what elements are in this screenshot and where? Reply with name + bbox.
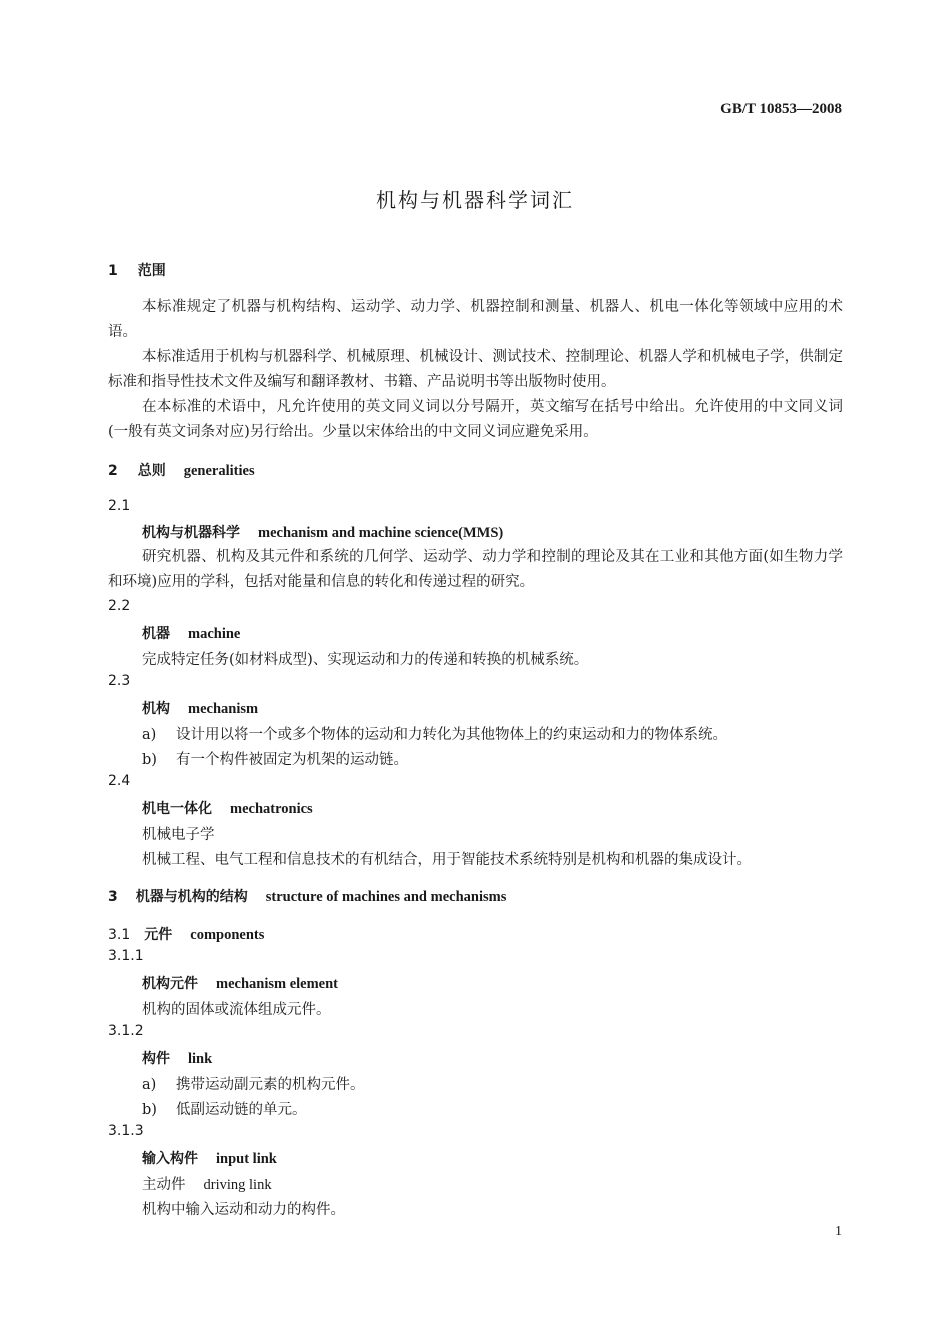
list-text: 设计用以将一个或多个物体的运动和力转化为其他物体上的约束运动和力的物体系统。 [176,727,727,743]
document-title: 机构与机器科学词汇 [376,188,574,212]
list-marker: a) [142,1077,157,1093]
term-definition: 机构中输入运动和动力的构件。 [142,1202,345,1218]
list-item [142,723,727,744]
term-heading [142,698,258,718]
list-text: 携带运动副元素的机构元件。 [176,1077,365,1093]
term-definition: 完成特定任务(如材料成型)、实现运动和力的传递和转换的机械系统。 [142,652,589,668]
list-marker: a) [142,727,157,743]
list-item [142,748,408,769]
section-number: 3.1 [108,927,131,943]
page-number: 1 [835,1224,842,1239]
term-number: 3.1.2 [108,1023,144,1039]
scope-paragraph-1: 本标准规定了机器与机构结构、运动学、动力学、机器控制和测量、机器人、机电一体化等领域中应用的术语。 [108,299,843,340]
section-title-en: generalities [183,463,255,479]
synonym-en: driving link [203,1177,272,1193]
synonym-zh: 主动件 [142,1177,186,1193]
term-heading [142,798,313,818]
term-en: mechatronics [230,801,313,817]
list-item [142,1073,365,1094]
term-heading [142,623,240,643]
term-en: input link [216,1151,277,1167]
term-en: mechanism and machine science(MMS) [258,525,504,541]
term-heading [142,1048,212,1068]
term-en: machine [188,626,241,642]
term-heading [142,522,503,542]
term-synonym: 机械电子学 [142,827,215,843]
term-en: mechanism element [216,976,339,992]
list-item [142,1098,307,1119]
term-number: 2.1 [108,498,131,514]
section-number: 1 [108,263,118,279]
term-number: 2.4 [108,773,131,789]
section-title-en: components [190,927,265,943]
term-zh: 机电一体化 [142,801,212,817]
section-2-heading [108,460,255,480]
standard-number: GB/T 10853—2008 [720,101,842,117]
term-definition: 研究机器、机构及其元件和系统的几何学、运动学、动力学和控制的理论及其在工业和其他方面(如生物力学和环境)应用的学科，包括对能量和信息的转化和传递过程的研究。 [108,549,843,590]
subsection-3-1-heading [108,924,264,944]
list-text: 低副运动链的单元。 [176,1102,307,1118]
term-en: mechanism [188,701,259,717]
term-synonym [142,1173,272,1194]
section-title: 机器与机构的结构 [135,889,248,905]
list-text: 有一个构件被固定为机架的运动链。 [176,752,408,768]
term-definition: 机构的固体或流体组成元件。 [142,1002,331,1018]
term-zh: 输入构件 [142,1151,198,1167]
section-title: 总则 [137,463,166,479]
term-zh: 机器 [142,626,170,642]
section-1-heading [108,260,166,280]
term-zh: 机构元件 [142,976,198,992]
section-title: 范围 [137,263,166,279]
section-3-heading [108,886,506,906]
term-heading [142,973,338,993]
term-number: 3.1.3 [108,1123,144,1139]
term-definition: 机械工程、电气工程和信息技术的有机结合，用于智能技术系统特别是机构和机器的集成设计。 [142,852,751,868]
term-zh: 构件 [142,1051,170,1067]
section-number: 3 [108,889,118,905]
scope-paragraph-3: 在本标准的术语中，凡允许使用的英文同义词以分号隔开，英文缩写在括号中给出。允许使用的中文同义词(一般有英文词条对应)另行给出。少量以宋体给出的中文同义词应避免采用。 [108,399,843,440]
section-number: 2 [108,463,118,479]
list-marker: b) [142,752,157,768]
term-number: 2.3 [108,673,131,689]
term-heading [142,1148,277,1168]
term-number: 2.2 [108,598,131,614]
term-zh: 机构 [142,701,170,717]
list-marker: b) [142,1102,157,1118]
section-title-en: structure of machines and mechanisms [265,889,507,905]
scope-paragraph-2: 本标准适用于机构与机器科学、机械原理、机械设计、测试技术、控制理论、机器人学和机械电子学，供制定标准和指导性技术文件及编写和翻译教材、书籍、产品说明书等出版物时使用。 [108,349,843,390]
term-en: link [188,1051,213,1067]
term-number: 3.1.1 [108,948,144,964]
section-title: 元件 [144,927,173,943]
term-zh: 机构与机器科学 [142,525,240,541]
